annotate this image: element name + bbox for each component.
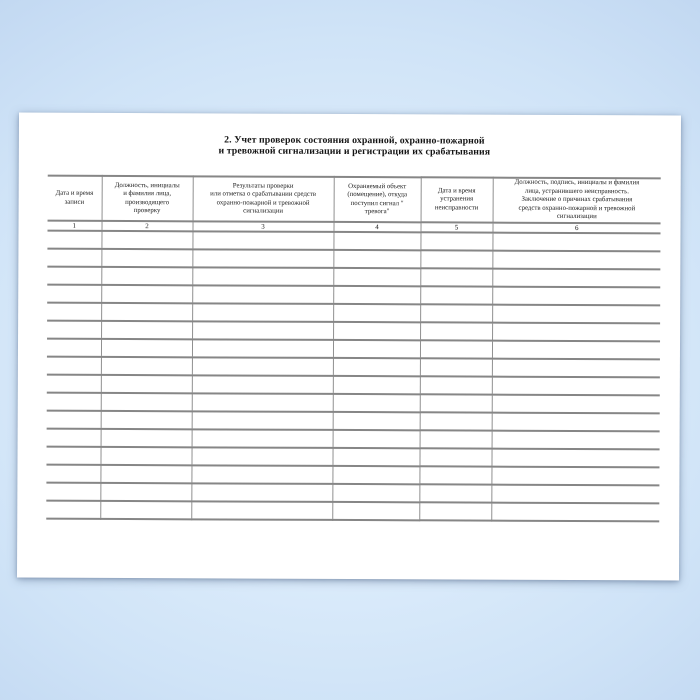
table-cell [420,304,492,322]
table-header [48,176,661,224]
document-title [48,134,661,159]
table-cell [491,467,659,486]
table-row [46,501,659,522]
table-cell [420,376,492,394]
table-cell [101,285,192,303]
table-cell [420,340,492,358]
column-number-1: 1 [72,221,77,230]
table-cell [492,359,660,378]
table-cell [46,501,100,519]
table-cell [333,322,420,340]
table-cell [420,322,492,340]
document-title-line1: 2. Учет проверок состояния охранной, охранно-пожарной [224,134,485,147]
table-cell [419,502,491,520]
table-cell [333,358,420,376]
table-cell [101,339,192,357]
table-cell [332,448,419,466]
table-cell [47,249,101,267]
table-cell [47,303,101,321]
table-cell [192,303,333,322]
table-cell [333,286,420,304]
table-cell [46,483,100,501]
column-number-2: 2 [102,221,193,231]
column-header-2: Должность, инициалы и фамилия лица, производящего проверку [102,176,193,221]
header-row [48,176,661,224]
table-cell [47,357,101,375]
table-cell [492,377,660,396]
table-cell [333,412,420,430]
table-cell [491,449,659,468]
column-number-6: 6 [492,223,660,234]
table-cell [101,231,192,249]
table-cell [419,448,491,466]
column-header-1: Дата и время записи [55,189,94,206]
table-cell [101,393,192,411]
table-cell [492,341,660,360]
table-cell [492,413,660,432]
column-header-6: Должность, подпись, инициалы и фамилия лица, устранившего неисправность. Заключение о причинах срабатывания средств охранно-пожарной и тревожной сигнализации [493,178,661,224]
table-cell [420,250,492,268]
table-cell [192,411,333,430]
table-cell [101,321,192,339]
table-cell [419,466,491,484]
table-cell [420,430,492,448]
table-cell [192,393,333,412]
table-cell [100,447,191,465]
table-cell [332,502,419,520]
table-cell [420,232,492,250]
table-cell [192,285,333,304]
table-cell [420,394,492,412]
column-number-3: 3 [193,221,334,232]
table-cell [100,465,191,483]
table-cell [192,357,333,376]
table-cell [420,412,492,430]
journal-table [46,175,660,523]
table-cell [192,375,333,394]
table-cell [47,411,101,429]
table-cell [491,503,659,522]
table-cell [333,268,420,286]
column-header-4: Охраняемый объект (помещение), откуда поступил сигнал " тревога" [334,177,421,222]
table-cell [101,303,192,321]
table-cell [192,231,333,250]
table-cell [192,267,333,286]
table-cell [47,321,101,339]
table-cell [101,357,192,375]
table-cell [101,429,192,447]
table-cell [492,233,660,252]
table-cell [47,375,101,393]
table-cell [492,305,660,324]
table-cell [47,429,101,447]
table-cell [332,484,419,502]
table-cell [101,267,192,285]
table-cell [47,231,101,249]
table-cell [492,251,660,270]
table-cell [333,430,420,448]
table-cell [47,339,101,357]
table-cell [492,269,660,288]
table-cell [333,340,420,358]
table-cell [492,395,660,414]
table-cell [192,321,333,340]
table-cell [492,287,660,306]
table-cell [101,411,192,429]
column-header-3: Результаты проверки или отметка о срабатывании средств охранно-пожарной и тревожной сигнализации [193,176,334,222]
table-cell [333,304,420,322]
table-cell [419,484,491,502]
table-cell [192,339,333,358]
table-cell [420,286,492,304]
table-cell [101,375,192,393]
document-sheet [17,113,681,581]
table-cell [191,483,332,502]
table-cell [100,501,191,519]
table-cell [100,483,191,501]
table-cell [192,249,333,268]
table-cell [492,431,660,450]
table-cell [101,249,192,267]
table-cell [420,358,492,376]
table-cell [192,429,333,448]
table-cell [191,447,332,466]
column-number-5: 5 [420,222,492,232]
table-cell [333,394,420,412]
table-cell [492,323,660,342]
table-cell [46,465,100,483]
table-cell [191,501,332,520]
document-title-line2: и тревожной сигнализации и регистрации их срабатывания [218,145,491,158]
table-body [46,221,660,522]
table-cell [47,285,101,303]
table-cell [491,485,659,504]
table-cell [333,232,420,250]
column-number-4: 4 [333,222,420,232]
table-cell [191,465,332,484]
table-cell [47,267,101,285]
table-cell [47,393,101,411]
table-cell [420,268,492,286]
table-cell [46,447,100,465]
table-cell [333,250,420,268]
table-cell [333,376,420,394]
table-cell [332,466,419,484]
column-header-5: Дата и время устранения неисправности [421,177,493,222]
